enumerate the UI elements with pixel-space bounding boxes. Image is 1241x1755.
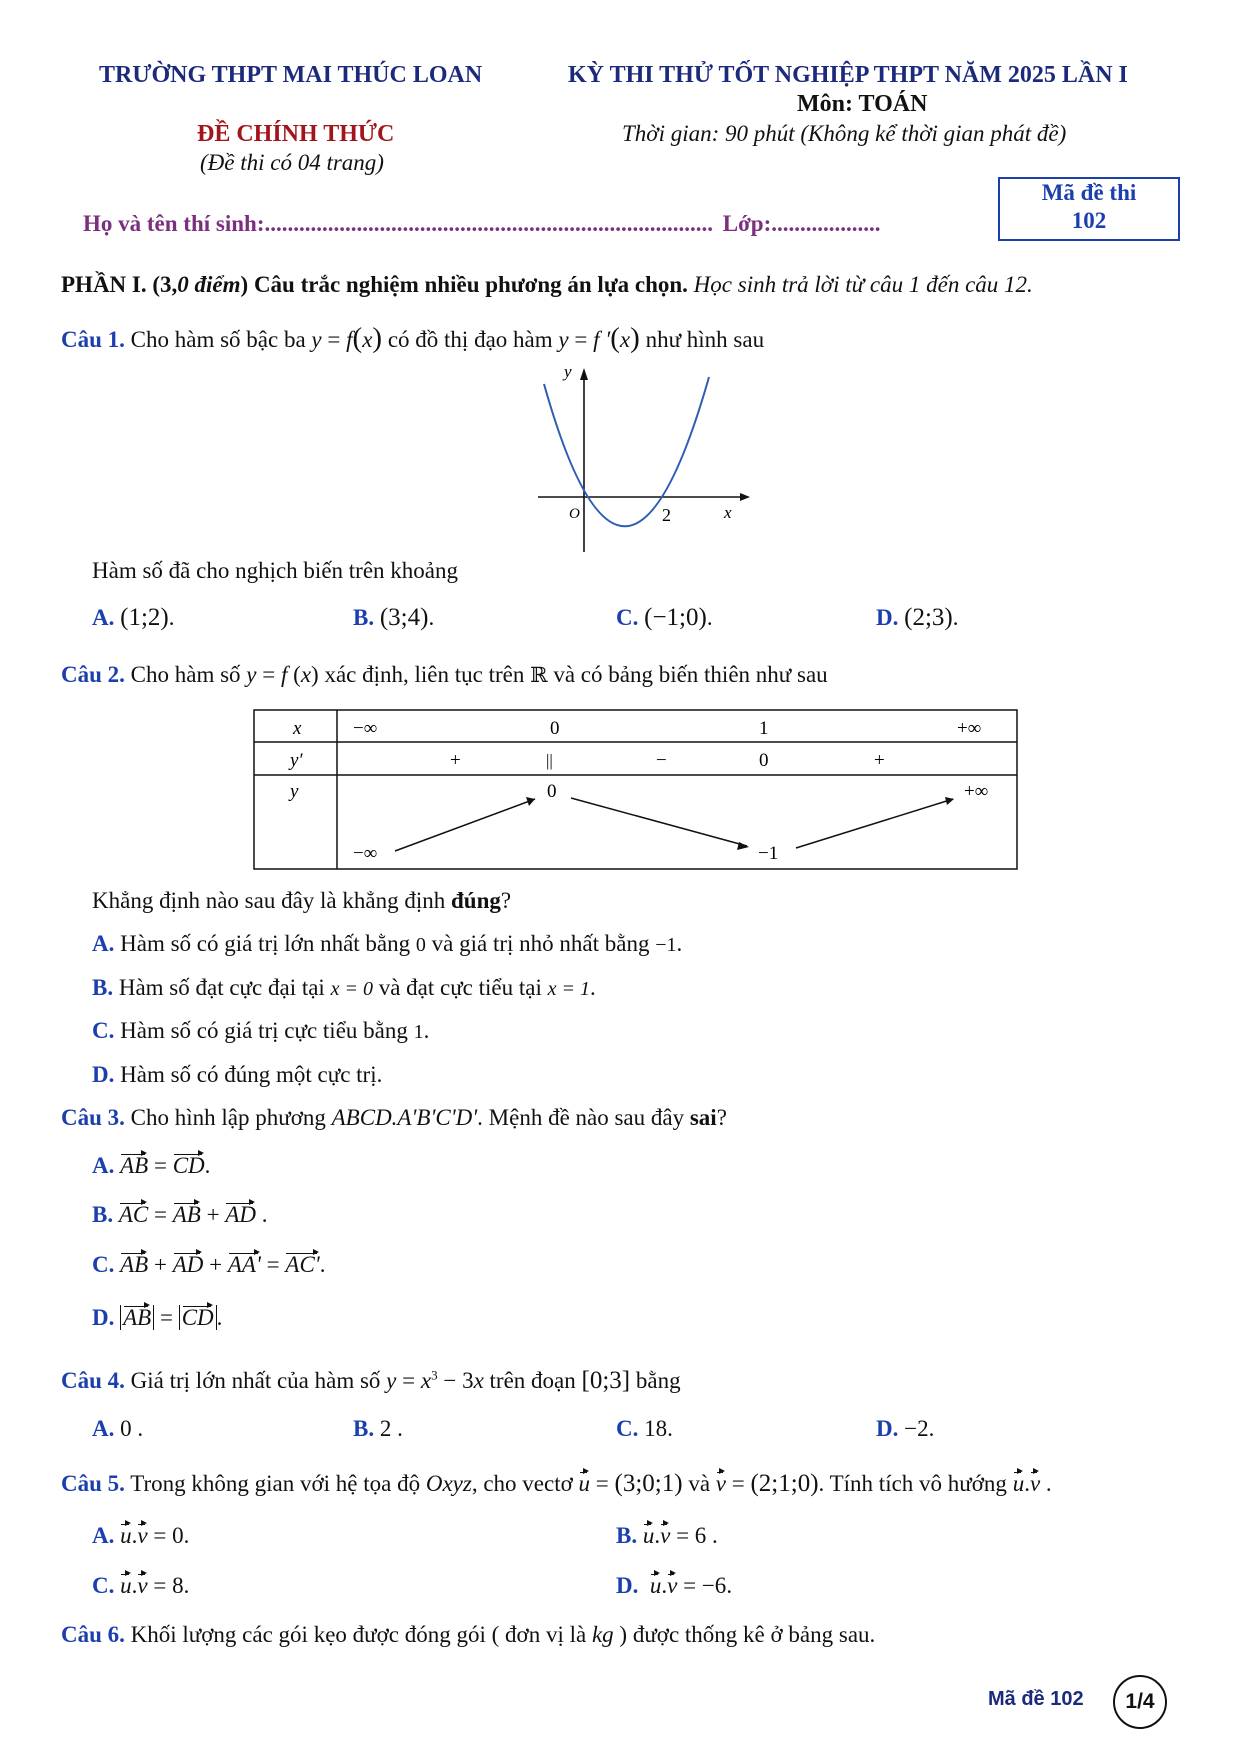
q2-option-c-text: Hàm số có giá trị cực tiểu bằng — [114, 1018, 414, 1043]
q4-function: $y = x^3 - 3x$ — [386, 1367, 484, 1393]
exam-code-box — [998, 177, 1180, 241]
q5-dot-u: u — [1012, 1471, 1025, 1496]
q5-vec-v: v — [715, 1471, 726, 1496]
q6-stem — [61, 1622, 875, 1648]
q4-interval: [0;3] — [581, 1367, 631, 1394]
q1-label: Câu 1. — [61, 327, 125, 352]
q2-option-a-mid: và giá trị nhỏ nhất bằng — [425, 931, 656, 956]
q2-option-b[interactable] — [92, 975, 596, 1001]
q5-text-2: , cho vectơ — [471, 1471, 579, 1496]
graph-x-label: x — [724, 503, 732, 522]
table-y-pos-inf: +∞ — [964, 781, 989, 802]
q1-option-b-value: (3;4) — [379, 604, 429, 631]
q5-vec-u: u — [578, 1471, 591, 1496]
q2-text-1: Cho hàm số — [124, 662, 247, 687]
student-name-line[interactable] — [83, 211, 881, 237]
q4-option-d[interactable]: D. −2. — [876, 1416, 935, 1441]
q5-option-c-label: C. — [92, 1573, 115, 1598]
q6-text-1: Khối lượng các gói kẹo được đóng gói ( đơn vị là — [124, 1622, 592, 1647]
q2-option-a-text: Hàm số có giá trị lớn nhất bằng — [114, 931, 416, 956]
page-number-badge: 1/4 — [1113, 1675, 1167, 1729]
q4-option-b-value: 2 — [379, 1416, 392, 1441]
graph-x-arrow — [740, 493, 750, 501]
q4-option-a-label: A. — [92, 1416, 115, 1441]
q4-option-c-value: 18 — [644, 1416, 668, 1441]
q1-option-b-label: B. — [353, 605, 375, 630]
q2-option-b-label: B. — [92, 975, 114, 1000]
q2-option-d-text: Hàm số có đúng một cực trị. — [114, 1062, 383, 1087]
q1-option-a-label: A. — [92, 605, 115, 630]
q5-option-a-label: A. — [92, 1523, 115, 1548]
q3-option-b[interactable]: B. AC = AB + AD . — [92, 1202, 268, 1227]
q2-text-3: và có bảng biến thiên như sau — [547, 662, 828, 687]
part1-heading — [61, 272, 1033, 298]
q2-option-d[interactable] — [92, 1062, 382, 1088]
q1-option-c-value: (−1;0) — [644, 604, 707, 631]
q5-option-d-label: D. — [616, 1573, 639, 1598]
q3-shape: ABCD.A'B'C'D' — [331, 1105, 478, 1130]
q5-option-c-value: 8 — [172, 1573, 184, 1598]
q5-option-c[interactable]: C. u.v = 8. — [92, 1573, 190, 1598]
table-y-max-0: 0 — [547, 781, 557, 802]
exam-code-label: Mã đề thi — [1041, 180, 1137, 205]
graph-origin-label: O — [569, 506, 580, 522]
table-yp-sign-2: − — [656, 750, 667, 771]
q4-option-c-label: C. — [616, 1416, 639, 1441]
table-arrow-increase-1 — [395, 799, 535, 851]
table-yp-undefined: || — [546, 751, 553, 770]
q4-text-3: bằng — [630, 1368, 681, 1393]
q3-option-c[interactable]: C. AB + AD + AA' = AC'. — [92, 1252, 326, 1277]
q3-c-vec-ab: AB — [120, 1252, 149, 1277]
school-name: TRƯỜNG THPT MAI THÚC LOAN — [99, 62, 483, 88]
q1-option-d-label: D. — [876, 605, 899, 630]
q1-option-a[interactable]: A. (1;2). — [92, 604, 175, 631]
q5-v-value: (2;1;0) — [750, 1470, 819, 1497]
q2-option-c-end: . — [423, 1018, 430, 1043]
q3-a-vec-ab: AB — [120, 1153, 149, 1178]
q3-d-abs-ab: AB — [120, 1305, 154, 1330]
q5-label: Câu 5. — [61, 1471, 125, 1496]
q1-option-b[interactable]: B. (3;4). — [353, 604, 435, 631]
q3-b-vec-ab: AB — [172, 1202, 201, 1227]
q3-b-vec-ac: AC — [118, 1202, 149, 1227]
table-row-y-label: y — [290, 781, 299, 802]
table-arrow-decrease — [571, 798, 747, 846]
q2-question-end: ? — [500, 888, 512, 913]
q2-question-emphasis: đúng — [450, 888, 501, 913]
q1-option-c[interactable]: C. (−1;0). — [616, 604, 713, 631]
q2-option-b-end: . — [590, 975, 596, 1000]
q5-stem: Câu 5. Trong không gian với hệ tọa độ Oxyz, cho vectơ u = (3;0;1) và v = (2;1;0). Tính tích vô hướng u.v . — [61, 1470, 1052, 1497]
table-yp-sign-1: + — [450, 750, 461, 771]
q3-b-vec-ad: AD — [225, 1202, 256, 1227]
student-name-dots[interactable]: .............................................................................. — [264, 211, 713, 236]
q1-derivative: y = f ′(x) — [558, 322, 640, 354]
q4-option-b-label: B. — [353, 1416, 375, 1441]
q3-option-c-label: C. — [92, 1252, 115, 1277]
q3-option-a[interactable]: A. AB = CD. — [92, 1153, 211, 1178]
q3-d-abs-cd: CD — [179, 1305, 217, 1330]
q4-option-a[interactable]: A. 0 . — [92, 1416, 144, 1441]
q5-text-3: và — [682, 1471, 716, 1496]
q5-text-4: . Tính tích vô hướng — [818, 1471, 1013, 1496]
q2-function: y = f (x) — [246, 662, 319, 687]
table-x-neg-inf: −∞ — [353, 718, 378, 739]
q5-option-a-value: 0 — [172, 1523, 184, 1548]
q2-text-2: xác định, liên tục trên — [318, 662, 531, 687]
q2-option-a[interactable] — [92, 931, 682, 957]
q2-stem — [61, 662, 828, 688]
q2-option-c-v1: 1 — [413, 1021, 424, 1043]
q2-option-a-v2: −1 — [655, 934, 677, 956]
q5-text-1: Trong không gian với hệ tọa độ — [124, 1471, 426, 1496]
part1-note: Học sinh trả lời từ câu 1 đến câu 12. — [687, 272, 1033, 297]
q2-variation-table — [253, 709, 1019, 871]
q2-option-b-v1: x = 0 — [330, 978, 373, 1000]
q3-text-1: Cho hình lập phương — [124, 1105, 332, 1130]
table-x-1: 1 — [759, 718, 769, 739]
graph-tick-label: 2 — [662, 505, 671, 525]
table-yp-zero: 0 — [759, 750, 769, 771]
q4-option-c[interactable]: C. 18. — [616, 1416, 673, 1441]
q3-emphasis: sai — [689, 1105, 717, 1130]
q4-option-b[interactable]: B. 2 . — [353, 1416, 403, 1441]
table-arrowhead-2 — [737, 842, 749, 850]
q2-question — [92, 888, 511, 914]
q3-label: Câu 3. — [61, 1105, 125, 1130]
q5-option-a[interactable]: A. u.v = 0. — [92, 1523, 190, 1548]
q1-option-a-value: (1;2) — [120, 604, 169, 631]
q1-option-d[interactable]: D. (2;3). — [876, 604, 959, 631]
table-row-yp-label: y′ — [290, 750, 303, 771]
q6-text-2: ) được thống kê ở bảng sau. — [613, 1622, 876, 1647]
q6-label: Câu 6. — [61, 1622, 125, 1647]
q5-option-d[interactable]: D. u.v = −6. — [616, 1573, 733, 1598]
q4-option-d-value: −2 — [904, 1416, 929, 1441]
part1-rest: ) Câu trắc nghiệm nhiều phương án lựa chọn. — [240, 272, 688, 297]
q3-option-a-label: A. — [92, 1153, 115, 1178]
graph-y-label: y — [564, 362, 572, 381]
q4-label: Câu 4. — [61, 1368, 125, 1393]
q3-stem — [61, 1105, 727, 1131]
table-yp-sign-3: + — [874, 750, 885, 771]
q1-question: Hàm số đã cho nghịch biến trên khoảng — [92, 558, 458, 583]
q3-c-vec-aa: AA' — [227, 1252, 261, 1277]
q1-function: y = f(x) — [311, 322, 383, 354]
q1-derivative-graph — [528, 362, 750, 554]
student-name-label: Họ và tên thí sinh: — [83, 211, 265, 236]
table-x-0: 0 — [550, 718, 560, 739]
q4-option-d-label: D. — [876, 1416, 899, 1441]
q3-a-vec-cd: CD — [172, 1153, 205, 1178]
q5-option-d-value: −6 — [701, 1573, 727, 1598]
table-y-min-1: −1 — [758, 843, 779, 864]
q2-option-c-label: C. — [92, 1018, 115, 1043]
q3-c-vec-ac: AC' — [285, 1252, 320, 1277]
class-dots[interactable]: ................... — [771, 211, 881, 236]
exam-time: Thời gian: 90 phút (Không kể thời gian phát đề) — [622, 121, 1067, 146]
q2-option-a-v1: 0 — [415, 934, 426, 956]
q5-u-value: (3;0;1) — [614, 1470, 683, 1497]
q3-text-end: ? — [716, 1105, 727, 1130]
q3-option-d[interactable]: D. AB = CD . — [92, 1305, 223, 1330]
q1-text-3: như hình sau — [639, 327, 765, 352]
q2-label: Câu 2. — [61, 662, 125, 687]
exam-title: KỲ THI THỬ TỐT NGHIỆP THPT NĂM 2025 LẦN I — [568, 62, 1128, 88]
q3-text-2: . Mệnh đề nào sau đây — [477, 1105, 690, 1130]
q3-option-b-label: B. — [92, 1202, 114, 1227]
q1-stem — [61, 322, 764, 355]
q5-dot-v: v — [1029, 1471, 1041, 1496]
table-y-neg-inf: −∞ — [353, 843, 378, 864]
graph-curve — [544, 377, 709, 526]
q6-unit: kg — [591, 1622, 614, 1647]
q4-text-2: trên đoạn — [483, 1368, 582, 1393]
table-arrow-increase-2 — [796, 799, 953, 848]
q5-option-b-label: B. — [616, 1523, 638, 1548]
q1-option-d-value: (2;3) — [904, 604, 953, 631]
table-row-x-label: x — [293, 718, 302, 739]
official-label: ĐỀ CHÍNH THỨC — [197, 121, 395, 147]
q4-option-a-value: 0 — [120, 1416, 132, 1441]
subject: Môn: TOÁN — [797, 91, 928, 117]
q4-text-1: Giá trị lớn nhất của hàm số — [124, 1368, 387, 1393]
q2-question-text: Khẳng định nào sau đây là khẳng định — [92, 888, 451, 913]
q2-real-set: ℝ — [530, 663, 548, 687]
table-x-pos-inf: +∞ — [957, 718, 982, 739]
class-label: Lớp: — [722, 211, 772, 236]
q2-option-b-mid: và đạt cực tiểu tại — [372, 975, 548, 1000]
q2-option-a-label: A. — [92, 931, 115, 956]
part1-points: 0 điểm — [177, 272, 241, 297]
q2-option-c[interactable] — [92, 1018, 429, 1044]
q2-option-b-text: Hàm số đạt cực đại tại — [113, 975, 331, 1000]
footer-exam-code: Mã đề 102 — [988, 1688, 1084, 1710]
q3-option-d-label: D. — [92, 1305, 115, 1330]
q2-option-b-v2: x = 1 — [547, 978, 590, 1000]
part1-title: PHẦN I. (3, — [61, 272, 178, 297]
q5-option-b[interactable]: B. u.v = 6 . — [616, 1523, 718, 1548]
q1-text-1: Cho hàm số bậc ba — [124, 327, 312, 352]
q4-stem — [61, 1367, 681, 1395]
q1-text-2: có đồ thị đạo hàm — [382, 327, 559, 352]
q1-option-c-label: C. — [616, 605, 639, 630]
graph-y-arrow — [580, 368, 588, 380]
exam-code-value: 102 — [1071, 208, 1107, 233]
q5-option-b-value: 6 — [694, 1523, 707, 1548]
table-arrowhead-3 — [945, 797, 954, 805]
q2-option-a-end: . — [676, 931, 683, 956]
q2-option-d-label: D. — [92, 1062, 115, 1087]
page-count: (Đề thi có 04 trang) — [200, 150, 384, 175]
q5-system: Oxyz — [425, 1471, 472, 1496]
q3-c-vec-ad: AD — [172, 1252, 204, 1277]
